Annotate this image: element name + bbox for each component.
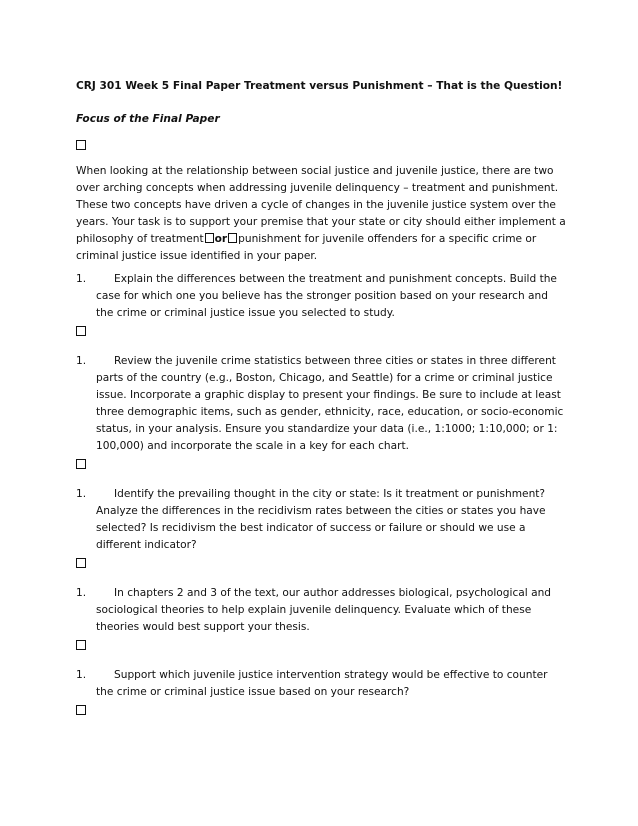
section-subtitle: Focus of the Final Paper <box>76 113 220 125</box>
empty-box-icon <box>76 459 86 469</box>
empty-box-icon <box>76 558 86 568</box>
list-item-text: Review the juvenile crime statistics between three cities or states in three different parts of the country (e.g., Boston, Chicago, and Seattle) for a crime or criminal justice issue. Incorporate a graphic display to present your findings. Be sure to include at least three demographic items, such as gender, ethnicity, race, education, or socio-economic status, in your analysis. Ensure you standardize your data (i.e., 1:1000; 1:10,000; or 1: 100,000) and incorporate the scale in a key for each chart. <box>96 355 564 452</box>
missing-glyph-icon <box>228 233 237 243</box>
list-item <box>76 667 566 718</box>
list-item-text: Support which juvenile justice intervention strategy would be effective to counter the crime or criminal justice issue based on your research? <box>96 669 548 698</box>
list-item-number: 1. <box>76 587 87 599</box>
list-item-number: 1. <box>76 273 87 285</box>
empty-box-icon <box>76 640 86 650</box>
list-item-text: Explain the differences between the treatment and punishment concepts. Build the case for which one you believe has the stronger position based on your research and the crime or criminal justice issue you selected to study. <box>96 273 557 319</box>
list-item-text: Identify the prevailing thought in the city or state: Is it treatment or punishment? Analyze the differences in the recidivism rates between the cities or states you have selected? Is recidivism the best indicator of success or failure or should we use a different indicator? <box>96 488 546 551</box>
empty-box-icon <box>76 140 86 150</box>
checkbox-placeholder <box>76 636 566 653</box>
list-item <box>76 486 566 571</box>
intro-text-part1: When looking at the relationship between social justice and juvenile justice, there are two over arching concepts when addressing juvenile delinquency – treatment and punishment. These two concepts have driven a cycle of changes in the juvenile justice system over the years. Your task is to support your premise that your state or city should either implement a philosophy of treatment <box>76 165 566 245</box>
checkbox-placeholder <box>76 701 566 718</box>
list-item-number: 1. <box>76 355 87 367</box>
document-title: CRJ 301 Week 5 Final Paper Treatment versus Punishment – That is the Question! <box>76 80 563 92</box>
missing-glyph-icon <box>205 233 214 243</box>
empty-box-icon <box>76 326 86 336</box>
checkbox-placeholder <box>76 554 566 571</box>
list-item-number: 1. <box>76 488 87 500</box>
intro-paragraph <box>76 163 566 265</box>
list-item-number: 1. <box>76 669 87 681</box>
list-item <box>76 353 566 472</box>
intro-text-part2: punishment for juvenile offenders for a specific crime or criminal justice issue identified in your paper. <box>76 233 537 262</box>
list-item <box>76 585 566 653</box>
list-item-text: In chapters 2 and 3 of the text, our author addresses biological, psychological and sociological theories to help explain juvenile delinquency. Evaluate which of these theories would best support your thesis. <box>96 587 552 633</box>
intro-or: or <box>214 233 228 245</box>
document-page <box>76 77 566 718</box>
checkbox-placeholder <box>76 455 566 472</box>
empty-box-icon <box>76 705 86 715</box>
checkbox-placeholder <box>76 322 566 339</box>
list-item <box>76 271 566 339</box>
checkbox-placeholder <box>76 136 566 153</box>
